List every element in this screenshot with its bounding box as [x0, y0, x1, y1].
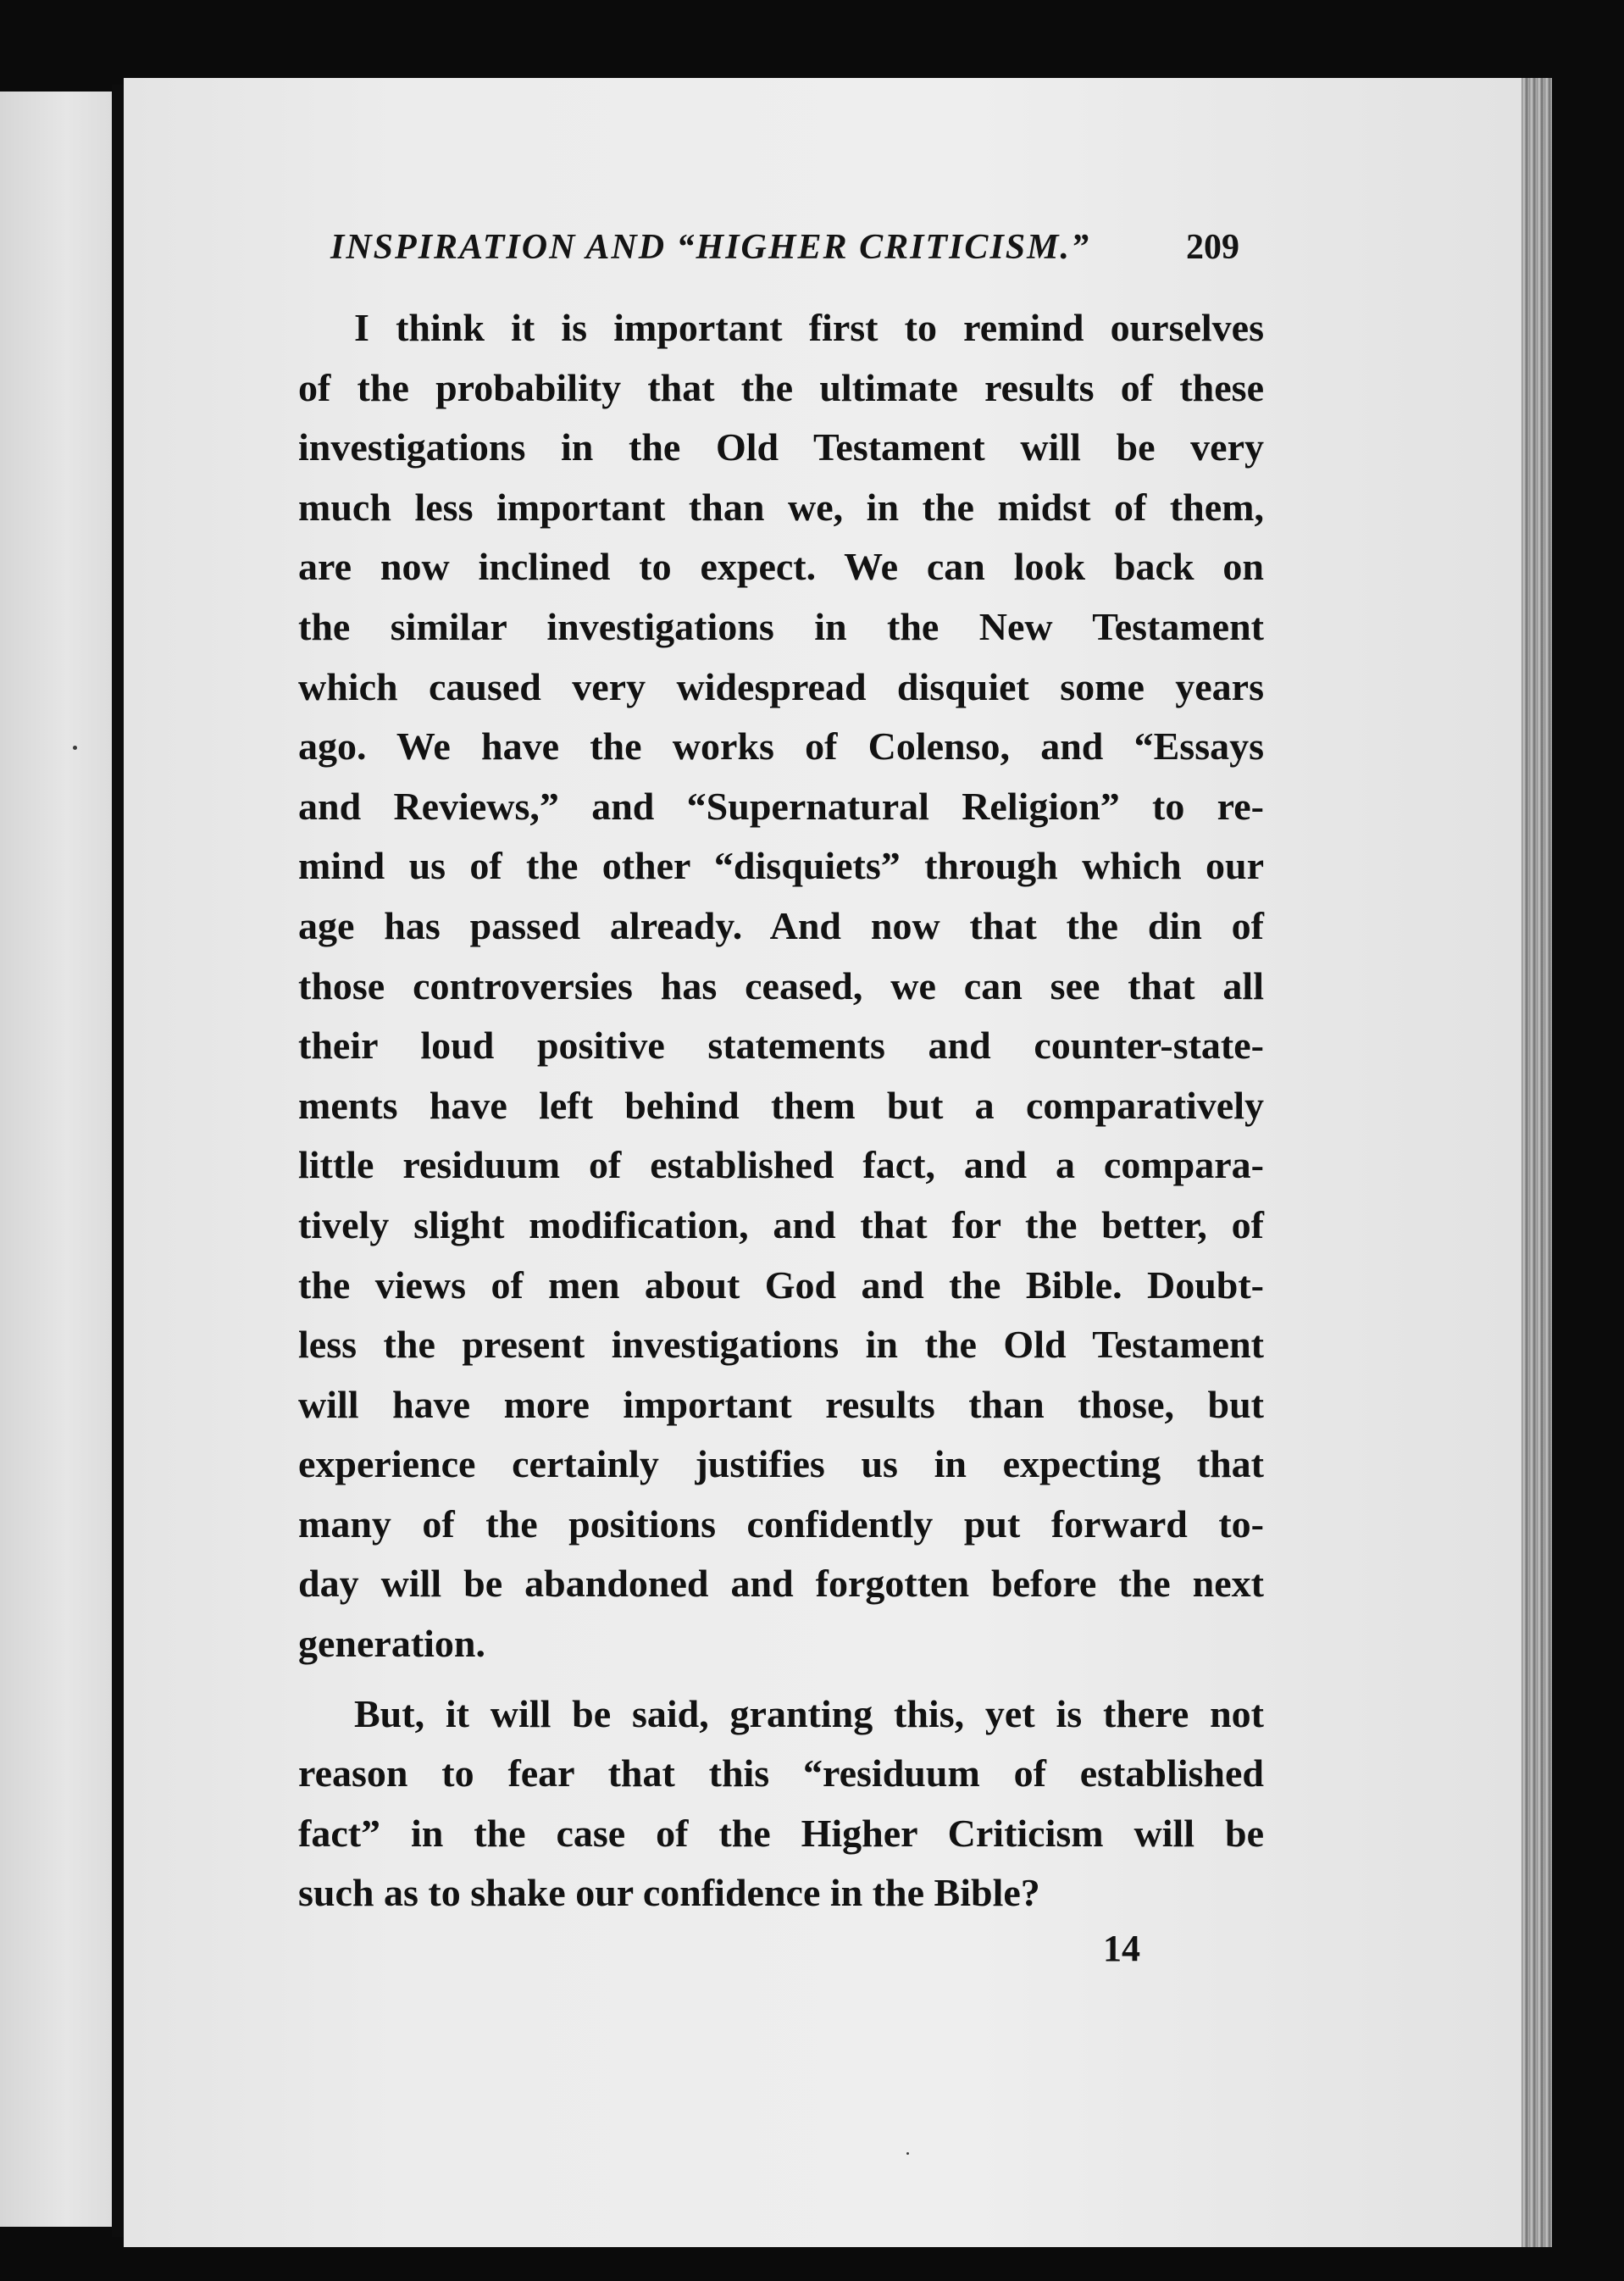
text-line: the similar investigations in the New Testament: [298, 604, 1264, 648]
scan-speck: [906, 2152, 909, 2155]
text-line: experience certainly justifies us in expecting that: [298, 1442, 1264, 1486]
scan-speck: [73, 746, 77, 750]
text-line: of the probability that the ultimate results of these: [298, 365, 1264, 409]
text-line: generation.: [298, 1622, 486, 1666]
text-line: investigations in the Old Testament will be very: [298, 425, 1264, 469]
text-line: ago. We have the works of Colenso, and “Essays: [298, 724, 1264, 769]
text-line: many of the positions confidently put forward to-: [298, 1501, 1264, 1546]
gutter-shadow: [112, 85, 124, 2237]
text-line: are now inclined to expect. We can look back on: [298, 545, 1264, 589]
signature-mark: 14: [1103, 1928, 1140, 1969]
text-line: ments have left behind them but a comparatively: [298, 1083, 1264, 1127]
facing-page-edge: [0, 92, 112, 2227]
text-line: such as to shake our confidence in the Bible?: [298, 1871, 1040, 1915]
text-line: But, it will be said, granting this, yet is there not: [354, 1691, 1264, 1735]
paragraph-1: [298, 298, 1264, 1674]
running-head: INSPIRATION AND “HIGHER CRITICISM.”: [330, 228, 1090, 267]
page-stack-edge: [1521, 78, 1552, 2247]
text-line: little residuum of established fact, and a compara-: [298, 1143, 1264, 1187]
text-line: will have more important results than those, but: [298, 1382, 1264, 1426]
page-number: 209: [1186, 228, 1239, 267]
text-line: reason to fear that this “residuum of established: [298, 1751, 1264, 1795]
text-line: the views of men about God and the Bible. Doubt-: [298, 1263, 1264, 1307]
text-line: I think it is important first to remind ourselves: [354, 306, 1264, 349]
text-line: day will be abandoned and forgotten before the next: [298, 1562, 1264, 1606]
paragraph-2: [298, 1684, 1264, 1923]
text-line: mind us of the other “disquiets” through which our: [298, 844, 1264, 888]
body-text: [298, 298, 1264, 1923]
text-line: age has passed already. And now that the din of: [298, 903, 1264, 947]
text-line: which caused very widespread disquiet some years: [298, 664, 1264, 708]
text-line: tively slight modification, and that for the better, of: [298, 1202, 1264, 1246]
text-line: less the present investigations in the Old Testament: [298, 1323, 1264, 1367]
text-line: their loud positive statements and counter-state-: [298, 1024, 1264, 1068]
text-line: much less important than we, in the midst of them,: [298, 485, 1264, 529]
text-line: fact” in the case of the Higher Criticism will be: [298, 1811, 1264, 1855]
text-line: and Reviews,” and “Supernatural Religion” to re-: [298, 784, 1264, 828]
text-line: those controversies has ceased, we can see that all: [298, 963, 1264, 1007]
